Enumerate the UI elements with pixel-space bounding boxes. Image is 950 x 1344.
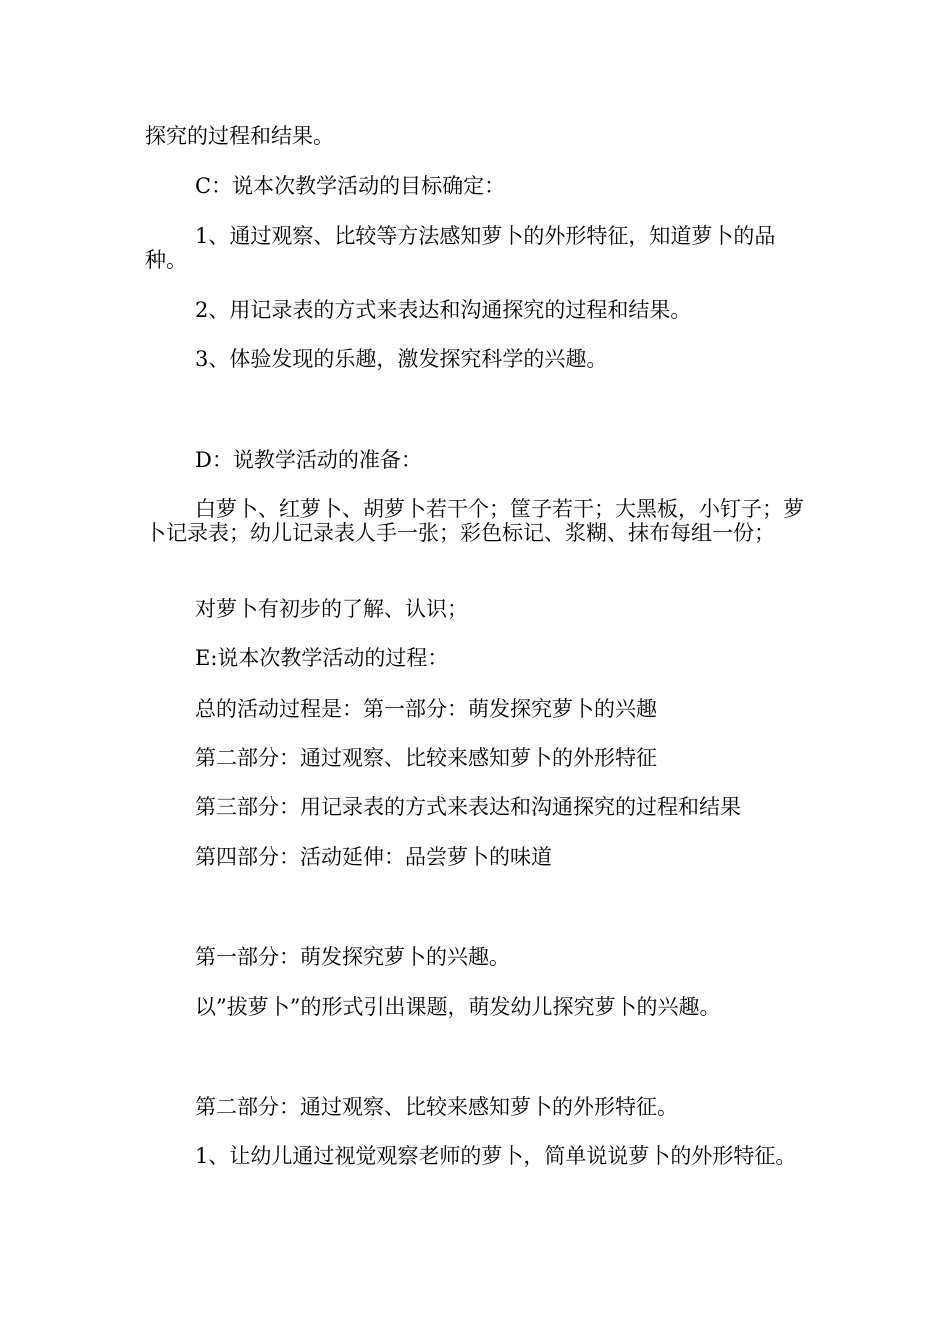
objective-item-3: 3、体验发现的乐趣，激发探究科学的兴趣。 — [195, 347, 608, 371]
objective-item-2: 2、用记录表的方式来表达和沟通探究的过程和结果。 — [195, 298, 692, 322]
part-2-heading: 第二部分：通过观察、比较来感知萝卜的外形特征。 — [195, 1095, 678, 1119]
heading-e-process: E:说本次教学活动的过程： — [195, 646, 449, 670]
process-overview-part-3: 第三部分：用记录表的方式来表达和沟通探究的过程和结果 — [195, 795, 741, 819]
paragraph-process-result-continuation: 探究的过程和结果。 — [145, 124, 334, 148]
preparation-materials: 白萝卜、红萝卜、胡萝卜若干个；筐子若干；大黑板，小钉子；萝卜记录表；幼儿记录表人手一张；彩色标记、浆糊、抹布每组一份； — [145, 497, 804, 545]
heading-d-preparation: D：说教学活动的准备： — [195, 448, 422, 472]
process-overview-part-1: 总的活动过程是：第一部分：萌发探究萝卜的兴趣 — [195, 697, 657, 721]
process-overview-part-2: 第二部分：通过观察、比较来感知萝卜的外形特征 — [195, 746, 657, 770]
process-overview-part-4: 第四部分：活动延伸：品尝萝卜的味道 — [195, 845, 552, 869]
part-1-heading: 第一部分：萌发探究萝卜的兴趣。 — [195, 945, 510, 969]
preparation-knowledge: 对萝卜有初步的了解、认识； — [195, 597, 468, 621]
heading-c-objectives: C：说本次教学活动的目标确定： — [195, 174, 506, 198]
part-2-item-1: 1、让幼儿通过视觉观察老师的萝卜，简单说说萝卜的外形特征。 — [195, 1144, 797, 1168]
objective-item-1: 1、通过观察、比较等方法感知萝卜的外形特征，知道萝卜的品种。 — [145, 224, 776, 272]
part-1-description: 以”拔萝卜”的形式引出课题，萌发幼儿探究萝卜的兴趣。 — [195, 995, 721, 1019]
